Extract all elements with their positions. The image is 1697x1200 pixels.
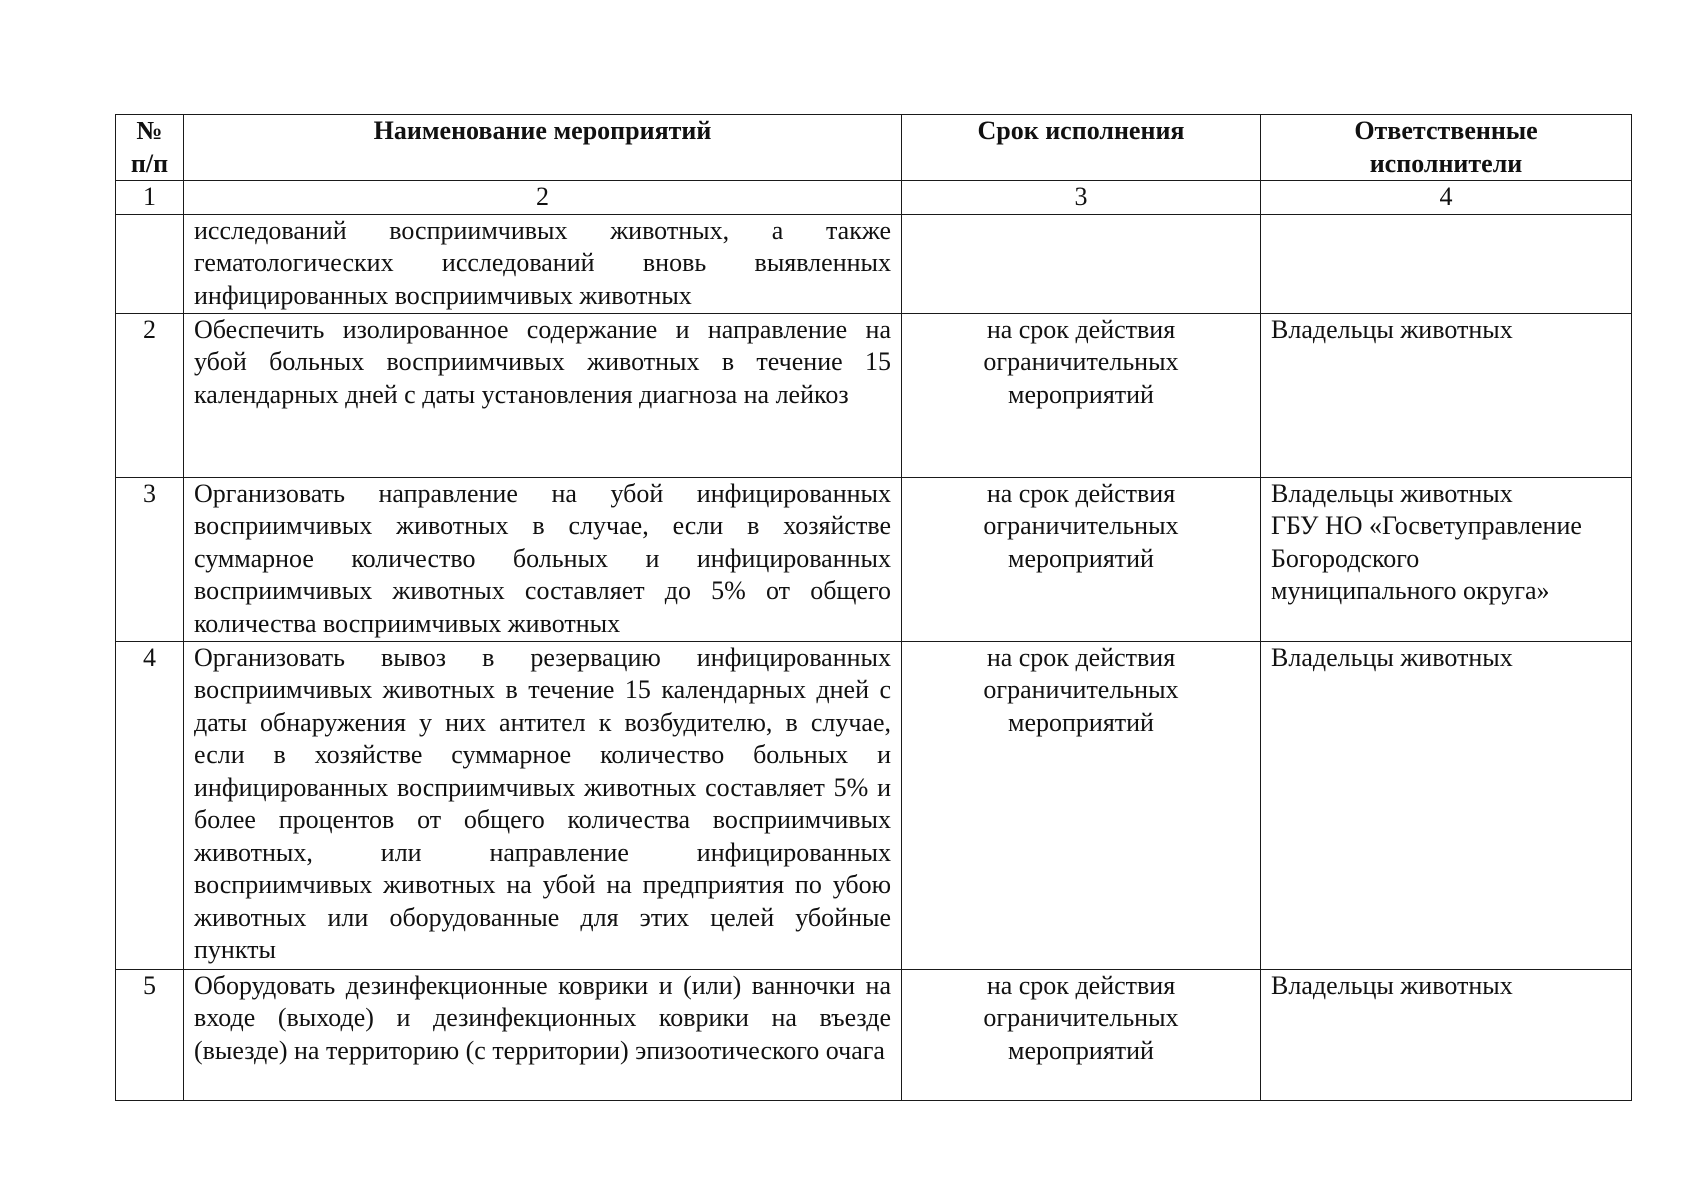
table-row xyxy=(116,641,1632,969)
measure-name: исследований восприимчивых животных, а также гематологических исследований вновь выявленных инфицированных восприимчивых животных xyxy=(184,214,902,313)
table-row xyxy=(116,214,1632,313)
measure-name: Оборудовать дезинфекционные коврики и (или) ванночки на входе (выходе) и дезинфекционных коврики на въезде (выезде) на территорию (с территории) эпизоотического очага xyxy=(184,969,902,1100)
column-number: 4 xyxy=(1261,181,1632,215)
column-number: 1 xyxy=(116,181,184,215)
measure-term: на срок действия ограничительных мероприятий xyxy=(902,313,1261,477)
measure-name: Организовать направление на убой инфицированных восприимчивых животных в случае, если в хозяйстве суммарное количество больных и инфицированных восприимчивых животных составляет до 5% от общего количества восприимчивых животных xyxy=(184,477,902,641)
measure-responsible: Владельцы животных ГБУ НО «Госветуправление Богородского муниципального округа» xyxy=(1261,477,1632,641)
column-number-row xyxy=(116,181,1632,215)
row-number: 4 xyxy=(116,641,184,969)
header-num: № п/п xyxy=(116,115,184,181)
measure-responsible: Владельцы животных xyxy=(1261,313,1632,477)
table-row xyxy=(116,969,1632,1100)
header-responsible: Ответственные исполнители xyxy=(1261,115,1632,181)
measure-term: на срок действия ограничительных мероприятий xyxy=(902,477,1261,641)
column-number: 3 xyxy=(902,181,1261,215)
measure-term: на срок действия ограничительных мероприятий xyxy=(902,641,1261,969)
table-row xyxy=(116,477,1632,641)
row-number: 5 xyxy=(116,969,184,1100)
measure-responsible xyxy=(1261,214,1632,313)
header-row xyxy=(116,115,1632,181)
measure-responsible: Владельцы животных xyxy=(1261,641,1632,969)
measures-table xyxy=(115,114,1632,1101)
header-term: Срок исполнения xyxy=(902,115,1261,181)
row-number: 2 xyxy=(116,313,184,477)
measure-responsible: Владельцы животных xyxy=(1261,969,1632,1100)
column-number: 2 xyxy=(184,181,902,215)
measure-term: на срок действия ограничительных мероприятий xyxy=(902,969,1261,1100)
table-row xyxy=(116,313,1632,477)
measure-name: Обеспечить изолированное содержание и направление на убой больных восприимчивых животных в течение 15 календарных дней с даты установления диагноза на лейкоз xyxy=(184,313,902,477)
header-name: Наименование мероприятий xyxy=(184,115,902,181)
row-number xyxy=(116,214,184,313)
measure-name: Организовать вывоз в резервацию инфицированных восприимчивых животных в течение 15 календарных дней с даты обнаружения у них антител к возбудителю, в случае, если в хозяйстве суммарное количество больных и инфицированных восприимчивых животных составляет 5% и более процентов от общего количества восприимчивых животных, или направление инфицированных восприимчивых животных на убой на предприятия по убою животных или оборудованные для этих целей убойные пункты xyxy=(184,641,902,969)
row-number: 3 xyxy=(116,477,184,641)
measure-term xyxy=(902,214,1261,313)
